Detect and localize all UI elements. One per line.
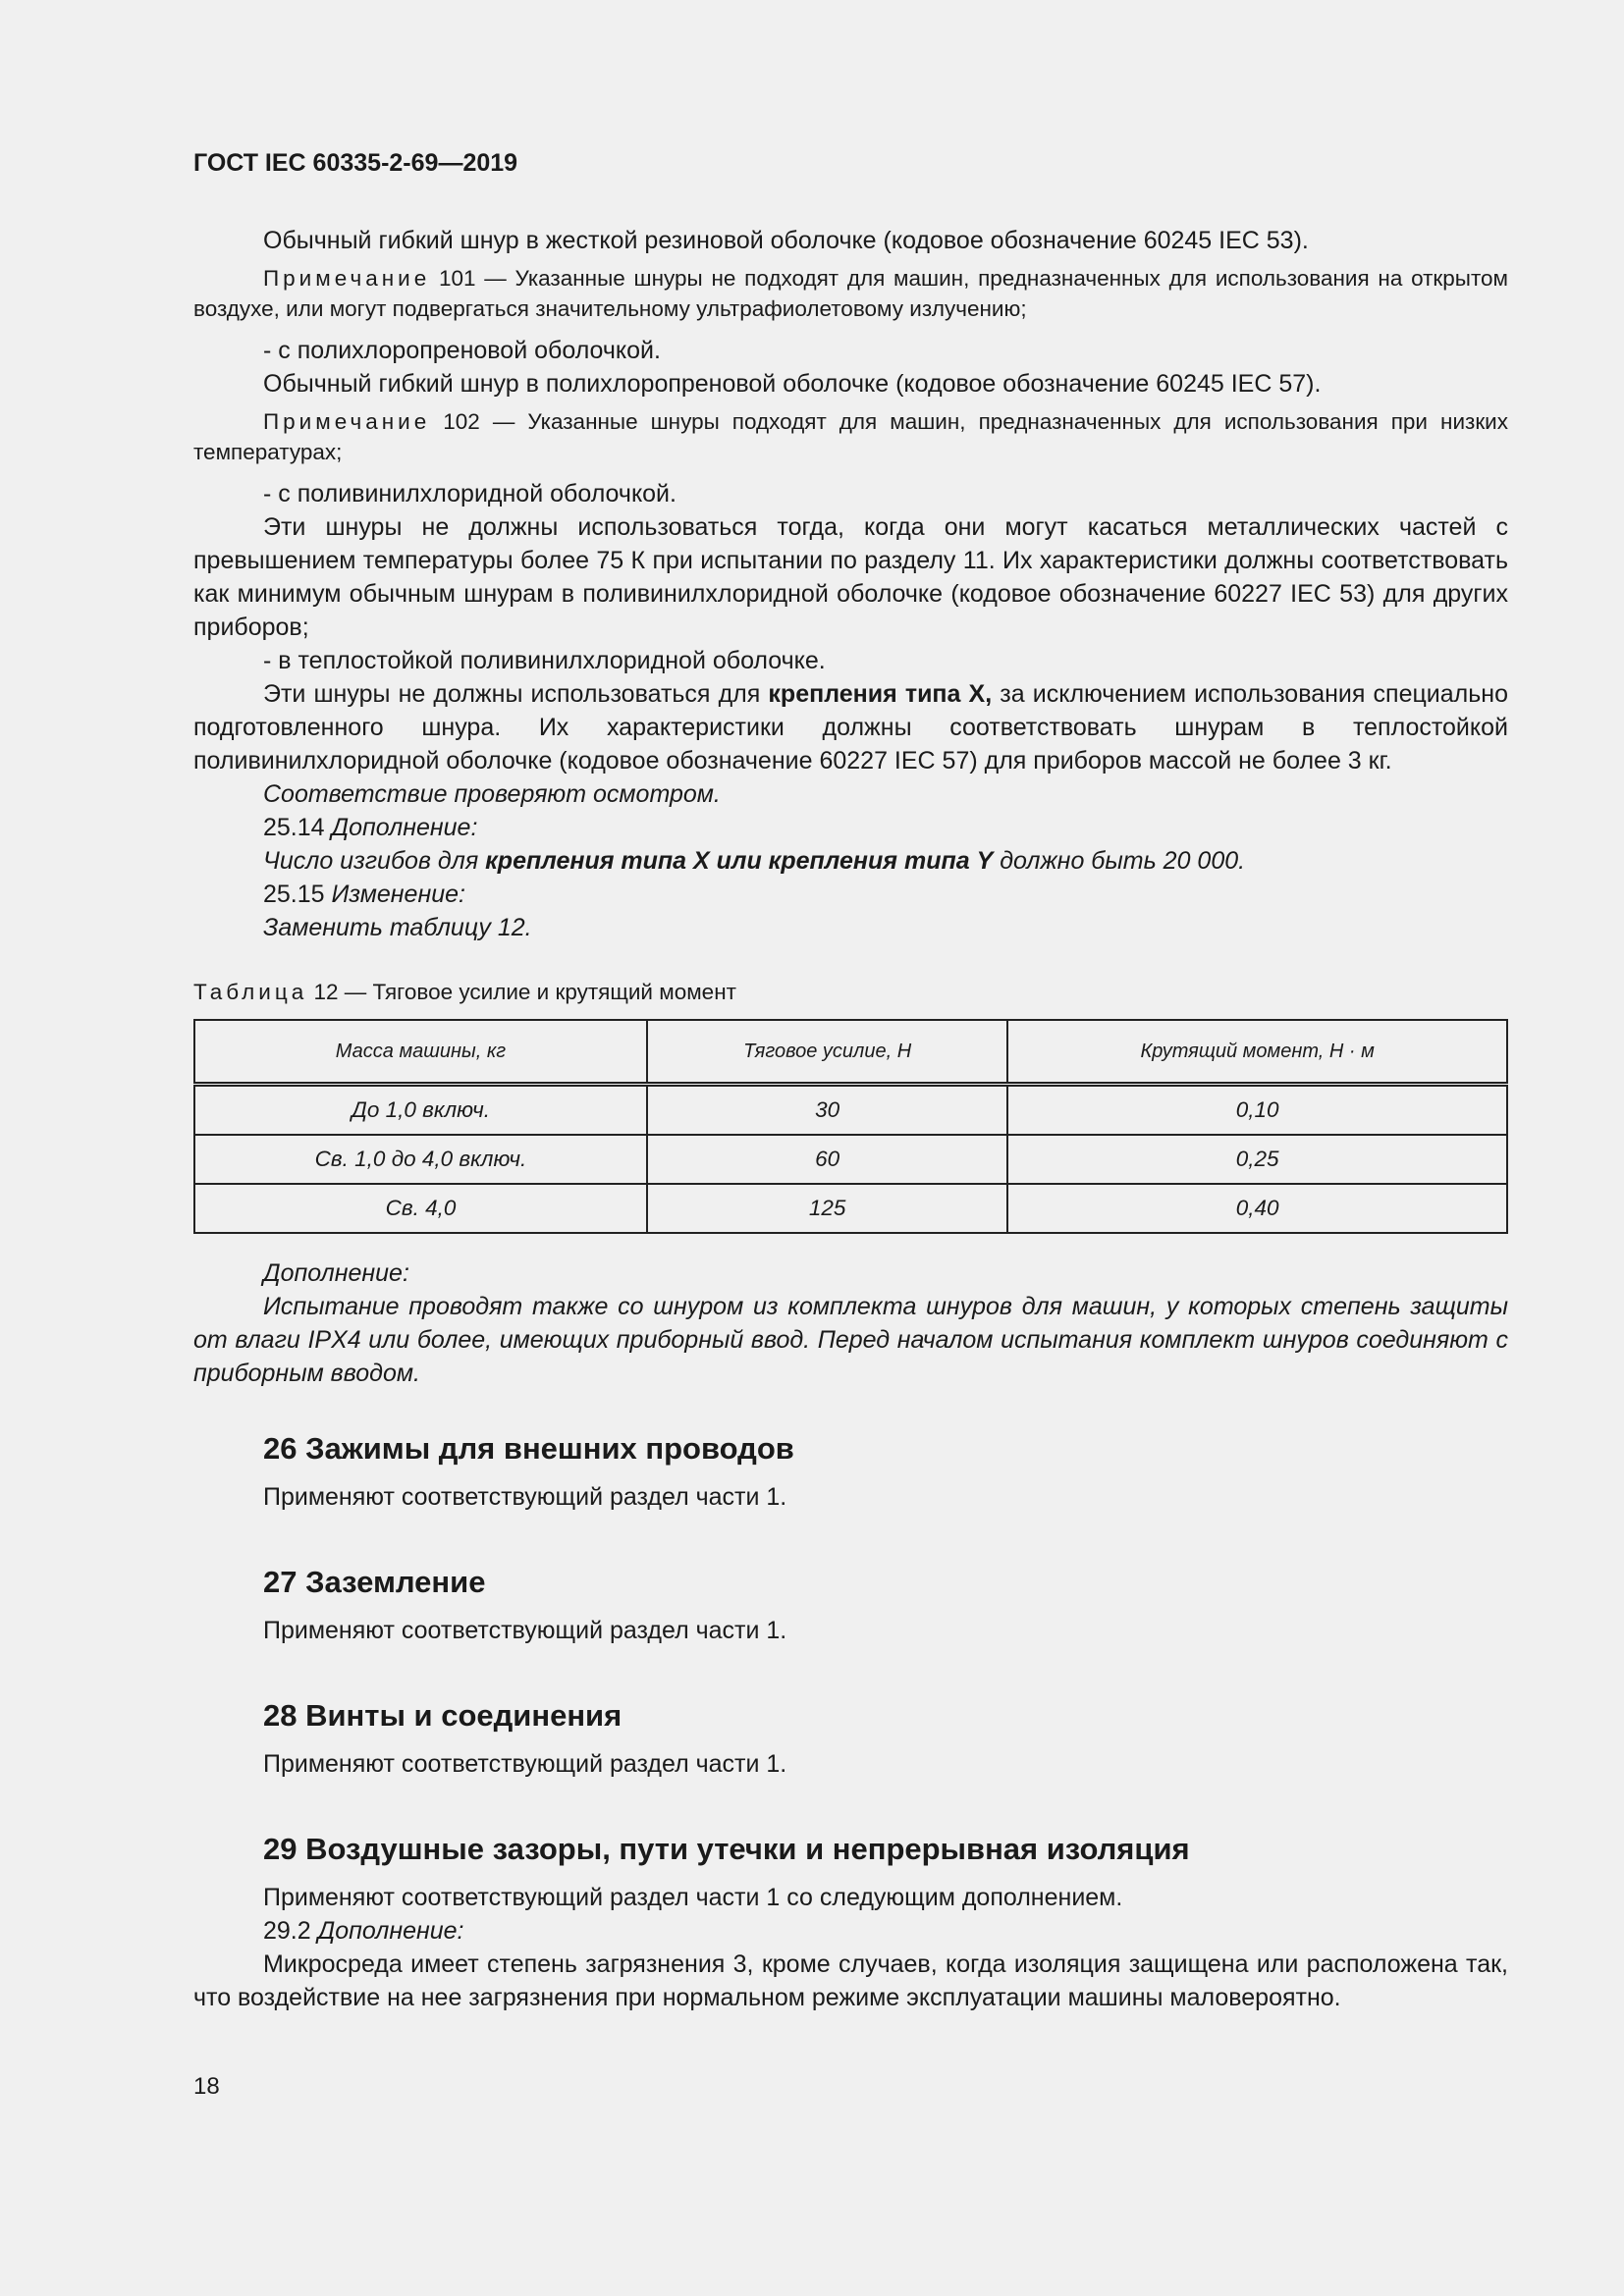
section-text: Применяют соответствующий раздел части 1.	[263, 1617, 787, 1644]
subsection-label: Дополнение:	[331, 814, 478, 841]
section-text: Применяют соответствующий раздел части 1 со следующим дополнением.	[263, 1884, 1123, 1911]
table-caption	[193, 978, 1508, 1007]
text-run: Эти шнуры не должны использоваться для	[263, 680, 769, 708]
paragraph: Обычный гибкий шнур в жесткой резиновой оболочке (кодовое обозначение 60245 IEC 53).	[263, 227, 1309, 254]
paragraph	[193, 677, 1508, 777]
paragraph: Дополнение:	[263, 1259, 409, 1287]
section-title: 28 Винты и соединения	[263, 1698, 623, 1733]
table-cell: 30	[647, 1085, 1007, 1136]
note-102	[193, 406, 1508, 467]
subsection-label: Дополнение:	[317, 1917, 464, 1945]
subsection-number: 29.2	[263, 1917, 318, 1945]
table-row	[194, 1085, 1507, 1136]
note-text: 101 — Указанные шнуры не подходят для машин, предназначенных для использования на открытом воздухе, или могут подвергаться значительному ультрафиолетовому излучению;	[193, 266, 1508, 321]
section-28	[193, 1696, 1508, 1781]
caption-label: Таблица	[193, 980, 308, 1004]
table-cell: 0,40	[1007, 1184, 1507, 1233]
table-12	[193, 1019, 1508, 1234]
section-text: Применяют соответствующий раздел части 1.	[263, 1483, 787, 1511]
note-label: Примечание	[263, 266, 431, 291]
table-row	[194, 1135, 1507, 1184]
note-text: 102 — Указанные шнуры подходят для машин, предназначенных для использования при низких температурах;	[193, 409, 1508, 464]
table-header-cell: Тяговое усилие, Н	[647, 1020, 1007, 1085]
table-cell: 125	[647, 1184, 1007, 1233]
text-run: должно быть 20 000.	[993, 847, 1246, 875]
text-run: за исключением использования специально подготовленного шнура. Их характеристики должны соответствовать шнурам в теплостойкой поливинилхлоридной оболочке (кодовое обозначение 60227 IEC 57) для приборов массой не более 3 кг.	[193, 680, 1508, 774]
paragraph	[193, 844, 1508, 878]
subsection-25-15	[193, 878, 1508, 911]
paragraph: Испытание проводят также со шнуром из комплекта шнуров для машин, у которых степень защиты от влаги IPX4 или более, имеющих приборный ввод. Перед началом испытания комплект шнуров соединяют с приборным вводом.	[193, 1293, 1508, 1387]
paragraph: Заменить таблицу 12.	[263, 914, 532, 941]
term-bold: крепления типа X,	[768, 680, 993, 708]
table-12-block	[193, 978, 1508, 1234]
term-bold: крепления типа X или крепления типа Y	[485, 847, 994, 875]
section-26	[193, 1429, 1508, 1514]
section-27	[193, 1563, 1508, 1647]
page-number: 18	[193, 2073, 220, 2100]
table-cell: До 1,0 включ.	[194, 1085, 647, 1136]
table-header-cell: Масса машины, кг	[194, 1020, 647, 1085]
text-run: Число изгибов для	[263, 847, 486, 875]
document-header: ГОСТ IEC 60335-2-69—2019	[193, 149, 518, 177]
section-29	[193, 1830, 1508, 2014]
paragraph: - в теплостойкой поливинилхлоридной оболочке.	[263, 647, 826, 674]
subsection-number: 25.14	[263, 814, 332, 841]
section-title: 27 Заземление	[263, 1565, 486, 1599]
paragraph: - с полихлоропреновой оболочкой.	[263, 337, 661, 364]
paragraph: - с поливинилхлоридной оболочкой.	[263, 480, 677, 507]
text-block-2	[193, 1256, 1508, 1390]
paragraph: Микросреда имеет степень загрязнения 3, кроме случаев, когда изоляция защищена или расположена так, что воздействие на нее загрязнения при нормальном режиме эксплуатации машины маловероятно.	[193, 1950, 1508, 2011]
text-block-1	[193, 224, 1508, 944]
note-label: Примечание	[263, 409, 431, 434]
subsection-25-14	[193, 811, 1508, 844]
caption-text: 12 — Тяговое усилие и крутящий момент	[307, 980, 736, 1004]
table-cell: 0,25	[1007, 1135, 1507, 1184]
table-row	[194, 1184, 1507, 1233]
paragraph: Соответствие проверяют осмотром.	[263, 780, 721, 808]
table-header-cell: Крутящий момент, Н · м	[1007, 1020, 1507, 1085]
subsection-label: Изменение:	[331, 881, 465, 908]
note-101	[193, 263, 1508, 324]
table-cell: 0,10	[1007, 1085, 1507, 1136]
paragraph: Обычный гибкий шнур в полихлоропреновой оболочке (кодовое обозначение 60245 IEC 57).	[263, 370, 1322, 398]
table-cell: Св. 4,0	[194, 1184, 647, 1233]
section-title: 26 Зажимы для внешних проводов	[263, 1431, 794, 1466]
subsection-number: 25.15	[263, 881, 332, 908]
table-header-row	[194, 1020, 1507, 1085]
table-cell: 60	[647, 1135, 1007, 1184]
subsection-29-2	[193, 1914, 1508, 1948]
paragraph: Эти шнуры не должны использоваться тогда, когда они могут касаться металлических частей с превышением температуры более 75 К при испытании по разделу 11. Их характеристики должны соответствовать как минимум обычным шнурам в поливинилхлоридной оболочке (кодовое обозначение 60227 IEC 53) для других приборов;	[193, 513, 1508, 641]
section-title: 29 Воздушные зазоры, пути утечки и непрерывная изоляция	[263, 1832, 1190, 1866]
section-text: Применяют соответствующий раздел части 1.	[263, 1750, 787, 1778]
table-cell: Св. 1,0 до 4,0 включ.	[194, 1135, 647, 1184]
